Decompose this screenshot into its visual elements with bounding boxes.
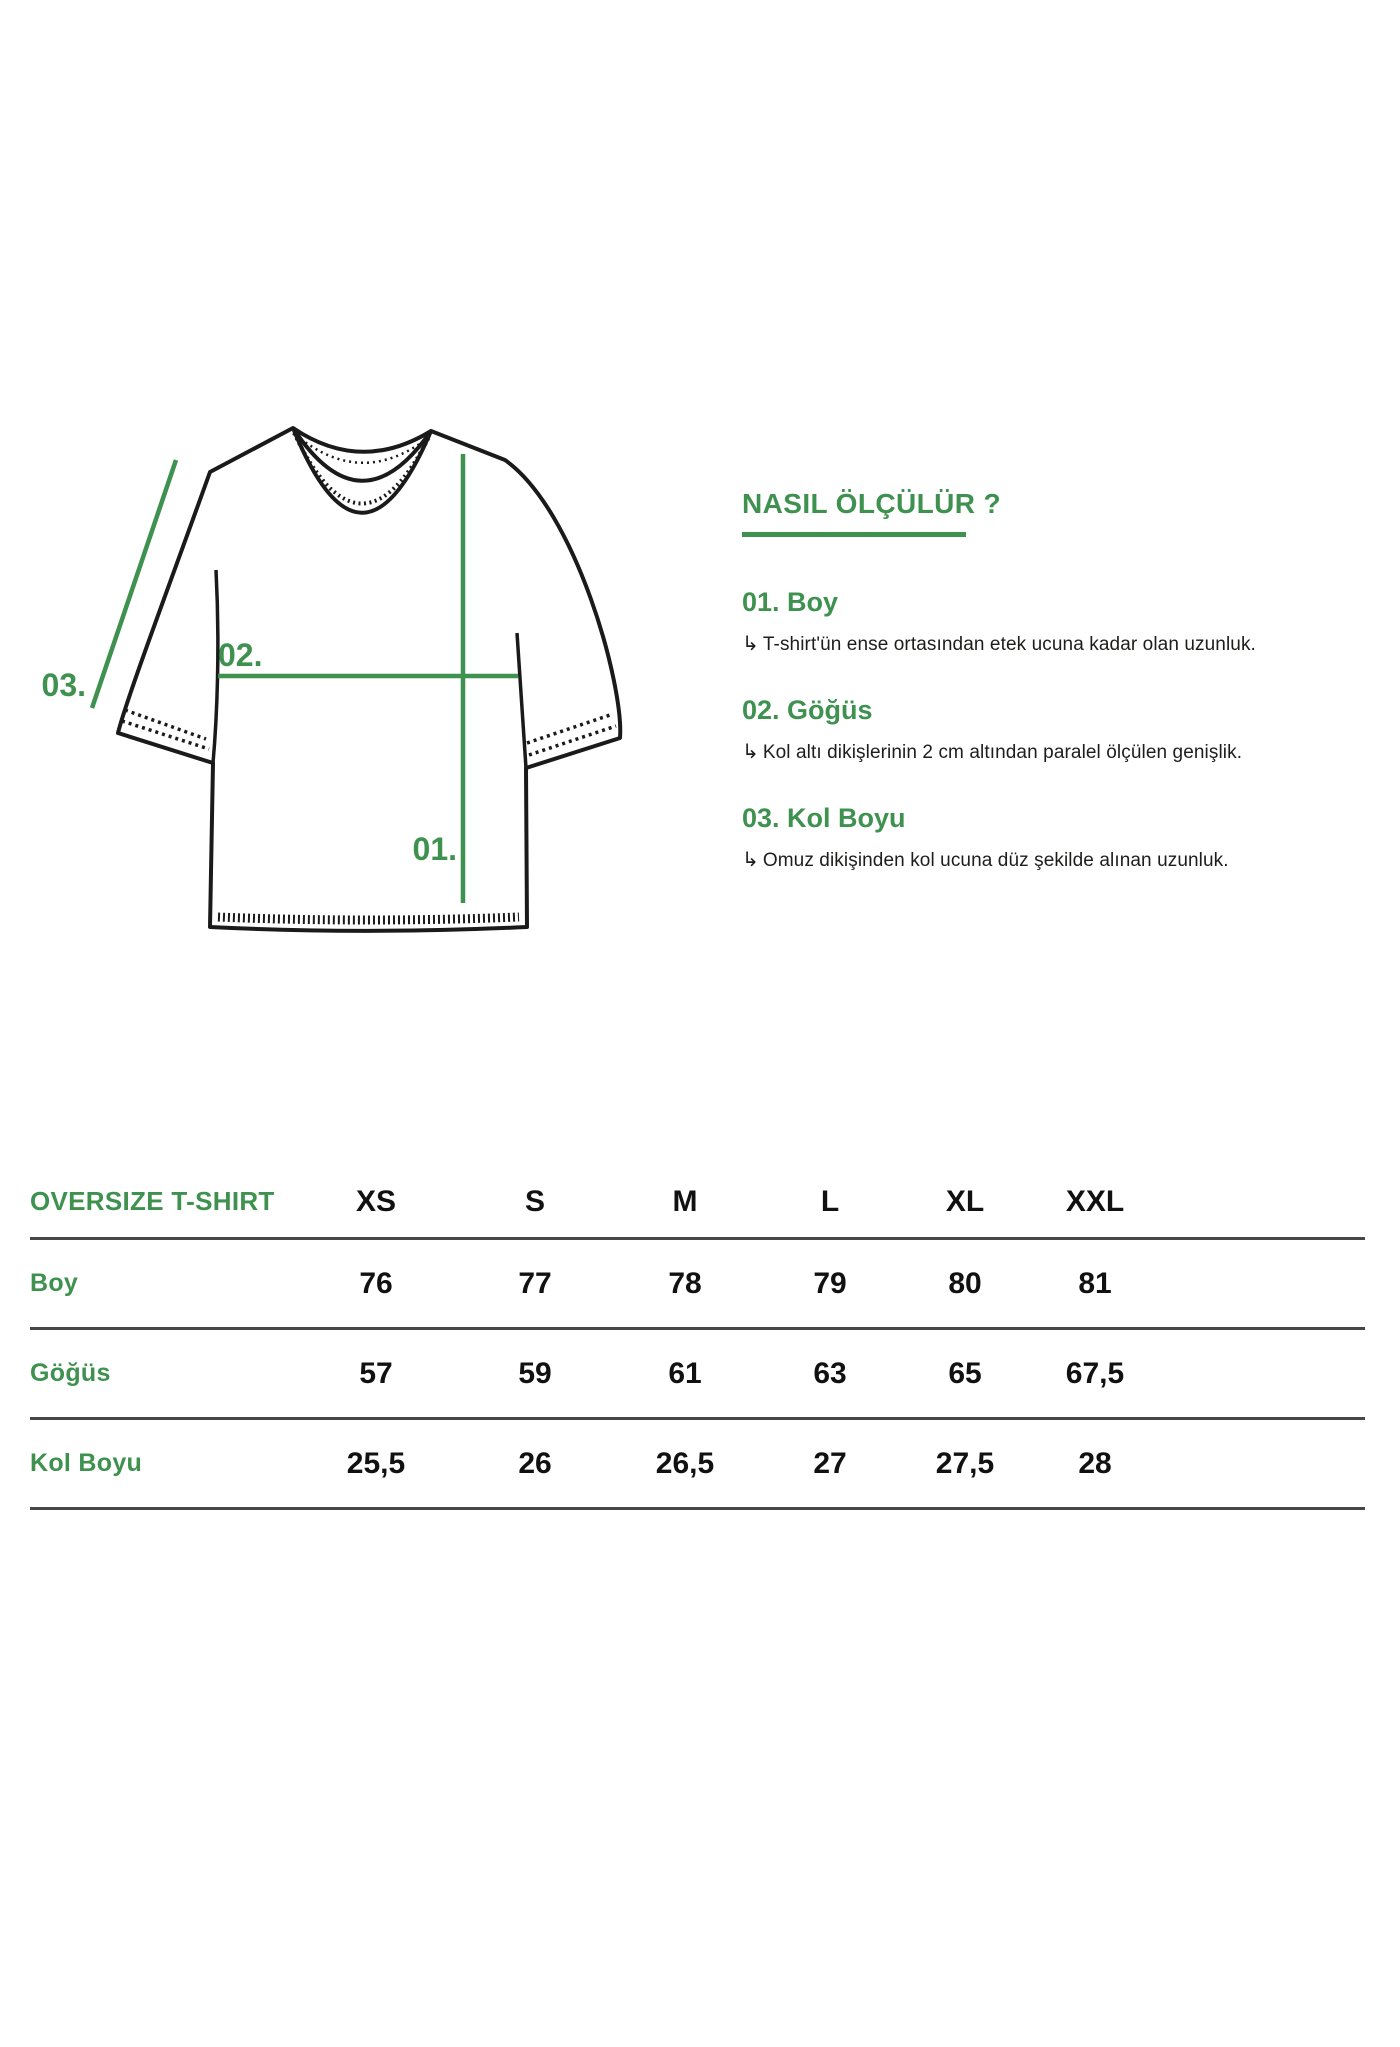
row-label-gogus: Göğüs — [30, 1359, 111, 1387]
gogus-m: 61 — [668, 1356, 702, 1390]
kol-boyu-m: 26,5 — [655, 1446, 715, 1480]
boy-s: 77 — [518, 1266, 552, 1300]
tshirt-measurement-figure — [20, 398, 680, 958]
gogus-s: 59 — [518, 1356, 552, 1390]
boy-xl: 80 — [948, 1266, 982, 1300]
table-row-kol-boyu — [30, 1420, 1365, 1510]
boy-xs: 76 — [359, 1266, 393, 1300]
table-product-label: OVERSIZE T-SHIRT — [30, 1186, 275, 1216]
boy-m: 78 — [668, 1266, 702, 1300]
size-header-xs: XS — [355, 1184, 397, 1218]
size-header-l: L — [820, 1184, 840, 1218]
guide-desc-kol-boyu — [742, 847, 1287, 872]
measure-label-chest: 02. — [218, 637, 263, 673]
tshirt-diagram — [20, 398, 680, 958]
measure-guide — [742, 488, 1287, 872]
guide-desc-gogus-text: Kol altı dikişlerinin 2 cm altından paralel ölçülen genişlik. — [762, 742, 1243, 763]
hem-stitch — [218, 917, 519, 920]
guide-section-kol-boyu — [742, 803, 1287, 872]
kol-boyu-s: 26 — [518, 1446, 552, 1480]
guide-desc-boy — [742, 631, 1287, 656]
table-row-gogus — [30, 1330, 1365, 1420]
kol-boyu-xxl: 28 — [1078, 1446, 1112, 1480]
guide-title: NASIL ÖLÇÜLÜR ? — [742, 488, 1002, 519]
guide-desc-kol-boyu-text: Omuz dikişinden kol ucuna düz şekilde alınan uzunluk. — [762, 850, 1229, 871]
kol-boyu-l: 27 — [813, 1446, 847, 1480]
guide-desc-boy-text: T-shirt'ün ense ortasından etek ucuna kadar olan uzunluk. — [762, 634, 1256, 655]
gogus-l: 63 — [813, 1356, 847, 1390]
size-header-s: S — [524, 1184, 545, 1218]
row-label-boy: Boy — [30, 1269, 79, 1297]
gogus-xxl: 67,5 — [1065, 1356, 1125, 1390]
guide-heading-boy: 01. Boy — [742, 587, 839, 617]
size-header-xxl: XXL — [1065, 1184, 1125, 1218]
table-row-boy — [30, 1240, 1365, 1330]
guide-section-gogus — [742, 695, 1287, 764]
guide-title-underline — [742, 532, 966, 537]
tshirt-silhouette — [118, 428, 620, 931]
guide-heading-gogus: 02. Göğüs — [742, 695, 873, 725]
gogus-xl: 65 — [948, 1356, 982, 1390]
size-header-xl: XL — [945, 1184, 985, 1218]
kol-boyu-xl: 27,5 — [935, 1446, 995, 1480]
boy-l: 79 — [813, 1266, 847, 1300]
kol-boyu-xs: 25,5 — [346, 1446, 406, 1480]
return-arrow-icon: ↳ — [742, 633, 759, 655]
guide-desc-gogus — [742, 739, 1287, 764]
row-label-kol-boyu: Kol Boyu — [30, 1449, 143, 1477]
size-header-m: M — [672, 1184, 698, 1218]
gogus-xs: 57 — [359, 1356, 393, 1390]
boy-xxl: 81 — [1078, 1266, 1112, 1300]
table-header-row — [30, 1166, 1365, 1240]
guide-section-boy — [742, 587, 1287, 656]
measure-label-length: 01. — [412, 831, 457, 867]
return-arrow-icon: ↳ — [742, 741, 759, 763]
return-arrow-icon: ↳ — [742, 849, 759, 871]
size-table — [30, 1166, 1365, 1510]
measure-label-sleeve: 03. — [41, 667, 86, 703]
guide-heading-kol-boyu: 03. Kol Boyu — [742, 803, 906, 833]
